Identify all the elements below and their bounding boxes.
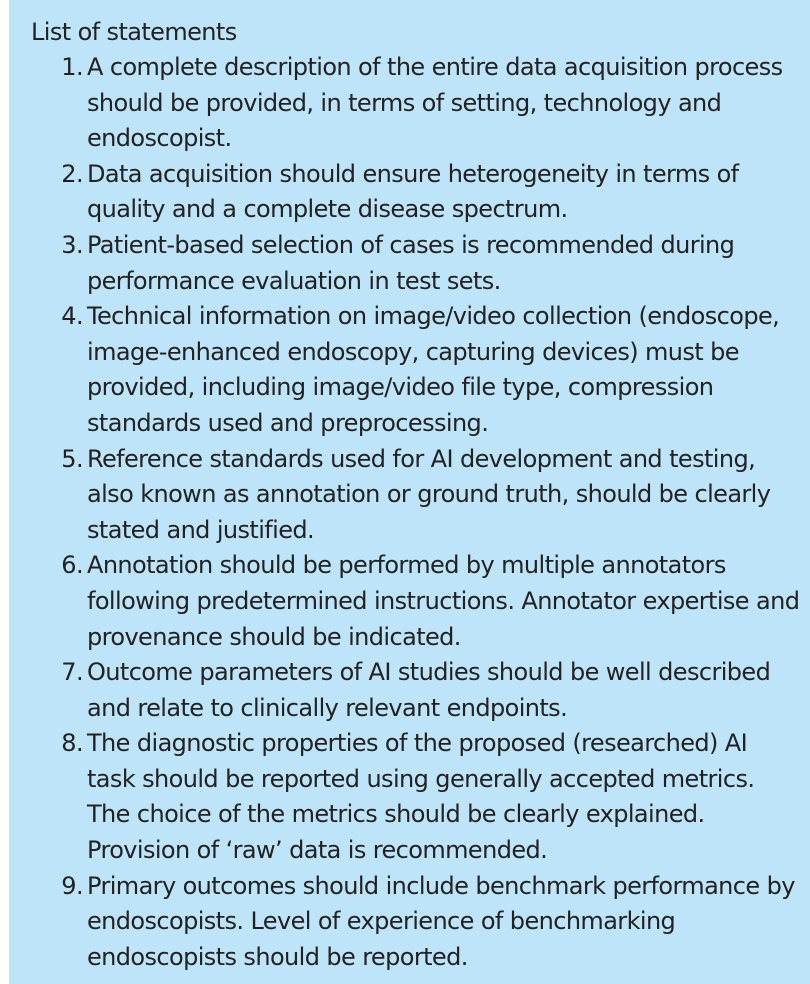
statement-item (31, 548, 800, 655)
statement-text: Annotation should be performed by multiple annotators following predetermined instructions. Annotator expertise and provenance should be indicated. (87, 551, 800, 651)
statement-item (31, 726, 800, 868)
statement-item (31, 655, 800, 726)
statement-text: Technical information on image/video collection (endoscope, image-enhanced endoscopy, capturing devices) must be provided, including image/video file type, compression standards used and preprocessing. (87, 302, 780, 437)
statement-text: Data acquisition should ensure heterogeneity in terms of quality and a complete disease spectrum. (87, 159, 739, 224)
statement-number: 4. (61, 302, 83, 331)
statement-text: Primary outcomes should include benchmark performance by endoscopists. Level of experience of benchmarking endoscopists should be reported. (87, 871, 795, 971)
statement-item (31, 228, 800, 299)
statement-number: 3. (61, 230, 83, 259)
statement-number: 8. (61, 729, 83, 758)
statements-list (31, 50, 800, 975)
statement-item (31, 299, 800, 441)
statement-number: 9. (61, 871, 83, 900)
statement-text: The diagnostic properties of the proposed (researched) AI task should be reported using generally accepted metrics. The choice of the metrics should be clearly explained. Provision of ‘raw’ data is recommended. (87, 729, 755, 865)
statement-text: Outcome parameters of AI studies should be well described and relate to clinically relevant endpoints. (87, 658, 771, 722)
statement-number: 6. (61, 551, 83, 580)
statement-item (31, 157, 800, 228)
statement-number: 5. (61, 444, 83, 473)
statement-text: Patient-based selection of cases is recommended during performance evaluation in test sets. (87, 230, 735, 295)
statement-number: 2. (61, 159, 83, 188)
statement-number: 1. (61, 53, 83, 81)
statement-item (31, 50, 800, 157)
statement-number: 7. (61, 658, 83, 687)
box-title: List of statements (31, 18, 237, 46)
statement-item (31, 869, 800, 976)
statement-text: Reference standards used for AI development and testing, also known as annotation or ground truth, should be clearly stated and justified. (87, 444, 771, 544)
statement-item (31, 442, 800, 549)
statement-text: A complete description of the entire data acquisition process should be provided, in terms of setting, technology and endoscopist. (87, 53, 783, 153)
